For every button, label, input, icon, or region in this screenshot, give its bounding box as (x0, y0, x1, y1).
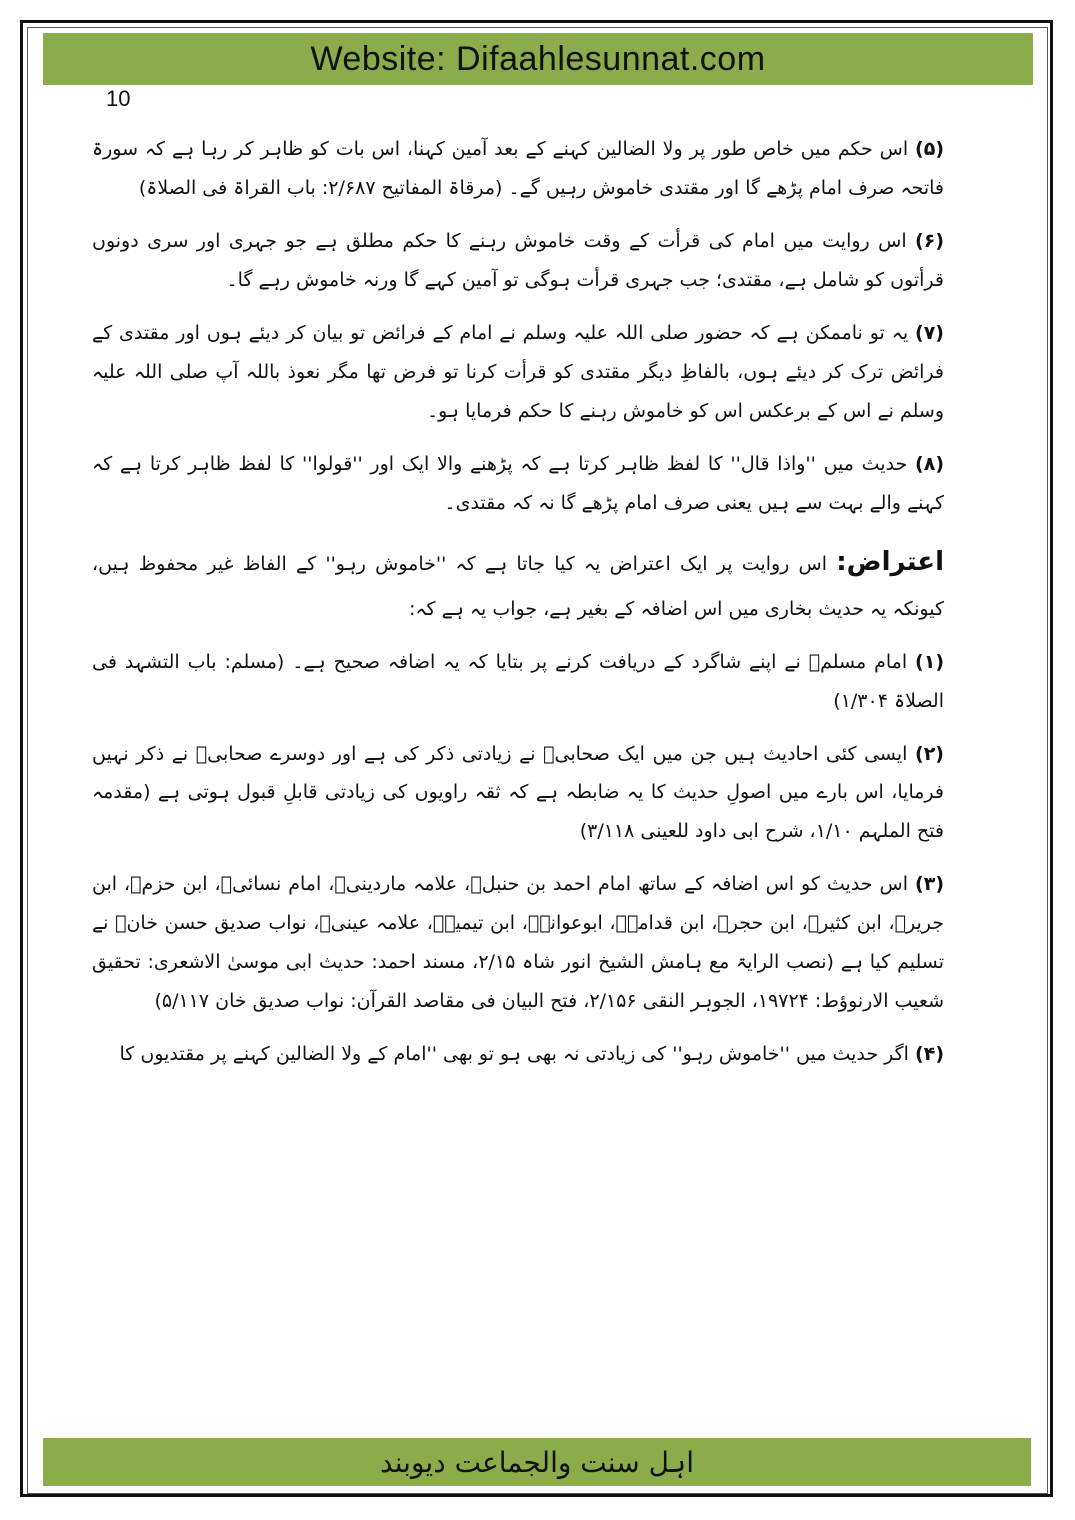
paragraph-6 (92, 222, 944, 300)
paragraph-7 (92, 314, 944, 431)
paragraph-text: حدیث میں ''واذا قال'' کا لفظ ظاہر کرتا ہے کہ پڑھنے والا ایک اور ''قولوا'' کا لفظ ظاہر کرتا ہے کہ کہنے والے بہت سے ہیں یعنی صرف امام پڑھے گا نہ کہ مقتدی۔ (92, 452, 944, 514)
website-title: Website: Difaahlesunnat.com (310, 39, 766, 78)
paragraph-text: اس روایت میں امام کی قرأت کے وقت خاموش رہنے کا حکم مطلق ہے جو جہری اور سری دونوں قرأتوں کو شامل ہے، مقتدی؛ جب جہری قرأت ہوگی تو آمین کہے گا ورنہ خاموش رہے گا۔ (92, 229, 944, 291)
paragraph-number: (۶) (915, 229, 944, 252)
paragraph-text: اس حکم میں خاص طور پر ولا الضالین کہنے کے بعد آمین کہنا، اس بات کو ظاہر کر رہا ہے کہ سورۃ فاتحہ صرف امام پڑھے گا اور مقتدی خاموش رہیں گے۔ (مرقاۃ المفاتیح ۲/۶۸۷: باب القراۃ فی الصلاۃ) (92, 138, 944, 199)
footer-bar (43, 1438, 1031, 1486)
answer-1 (92, 643, 944, 721)
paragraph-text: ایسی کئی احادیث ہیں جن میں ایک صحابیؓ نے زیادتی ذکر کی ہے اور دوسرے صحابیؓ نے ذکر نہیں فرمایا، اس بارے میں اصولِ حدیث کا یہ ضابطہ ہے کہ ثقہ راویوں کی زیادتی قابلِ قبول ہوتی ہے (مقدمہ فتح الملہم ۱/۱۰، شرح ابی داود للعینی ۳/۱۱۸) (92, 742, 944, 843)
paragraph-number: (۱) (915, 650, 944, 673)
answer-4 (92, 1035, 944, 1074)
header-bar (43, 33, 1033, 85)
paragraph-text: امام مسلمؒ نے اپنے شاگرد کے دریافت کرنے پر بتایا کہ یہ اضافہ صحیح ہے۔ (مسلم: باب التشہد فی الصلاۃ ۱/۳۰۴) (92, 650, 944, 712)
paragraph-number: (۴) (915, 1043, 944, 1066)
paragraph-number: (۸) (915, 452, 944, 475)
article-body (92, 130, 944, 1405)
answer-2 (92, 735, 944, 852)
paragraph-8 (92, 445, 944, 523)
paragraph-text: اگر حدیث میں ''خاموش رہو'' کی زیادتی نہ بھی ہو تو بھی ''امام کے ولا الضالین کہنے پر مقتدیوں کا (119, 1043, 909, 1066)
footer-title: اہل سنت والجماعت دیوبند (380, 1445, 694, 1479)
paragraph-number: (۵) (915, 138, 944, 160)
objection-heading: اعتراض: (836, 547, 944, 578)
paragraph-number: (۷) (915, 321, 944, 344)
page-number: 10 (106, 86, 131, 111)
paragraph-text: اس حدیث کو اس اضافہ کے ساتھ امام احمد بن حنبلؒ، علامہ ماردینیؒ، امام نسائیؒ، ابن حزمؒ، ابن جریرؒ، ابن کثیرؒ، ابن حجرؒ، ابن قدامہؒ، ابوعوانہؒ، ابن تیمیہؒ، علامہ عینیؒ، نواب صدیق حسن خانؒ نے تسلیم کیا ہے (نصب الرایۃ مع ہامش الشیخ انور شاہ ۲/۱۵، مسند احمد: حدیث ابی موسیٰ الاشعری: تحقیق شعیب الارنوؤط: ۱۹۷۲۴، الجوہر النقی ۲/۱۵۶، فتح البیان فی مقاصد القرآن: نواب صدیق خان ۵/۱۱۷) (92, 873, 944, 1013)
paragraph-number: (۳) (915, 873, 945, 896)
paragraph-text: یہ تو ناممکن ہے کہ حضور صلی اللہ علیہ وسلم نے امام کے فرائض تو بیان کر دیئے ہوں اور مقتدی کے فرائض ترک کر دیئے ہوں، بالفاظِ دیگر مقتدی کو قرأت کرنا تو فرض تھا مگر نعوذ باللہ آپ صلی اللہ علیہ وسلم نے اس کے برعکس اس کو خاموش رہنے کا حکم فرمایا ہو۔ (92, 321, 944, 422)
paragraph-number: (۲) (915, 742, 944, 765)
objection-paragraph (92, 536, 944, 628)
paragraph-5 (92, 130, 944, 208)
answer-3 (92, 865, 944, 1021)
paragraph-text: اس روایت پر ایک اعتراض یہ کیا جاتا ہے کہ ''خاموش رہو'' کے الفاظ غیر محفوظ ہیں، کیونکہ یہ حدیث بخاری میں اس اضافہ کے بغیر ہے، جواب یہ ہے کہ: (92, 553, 944, 620)
